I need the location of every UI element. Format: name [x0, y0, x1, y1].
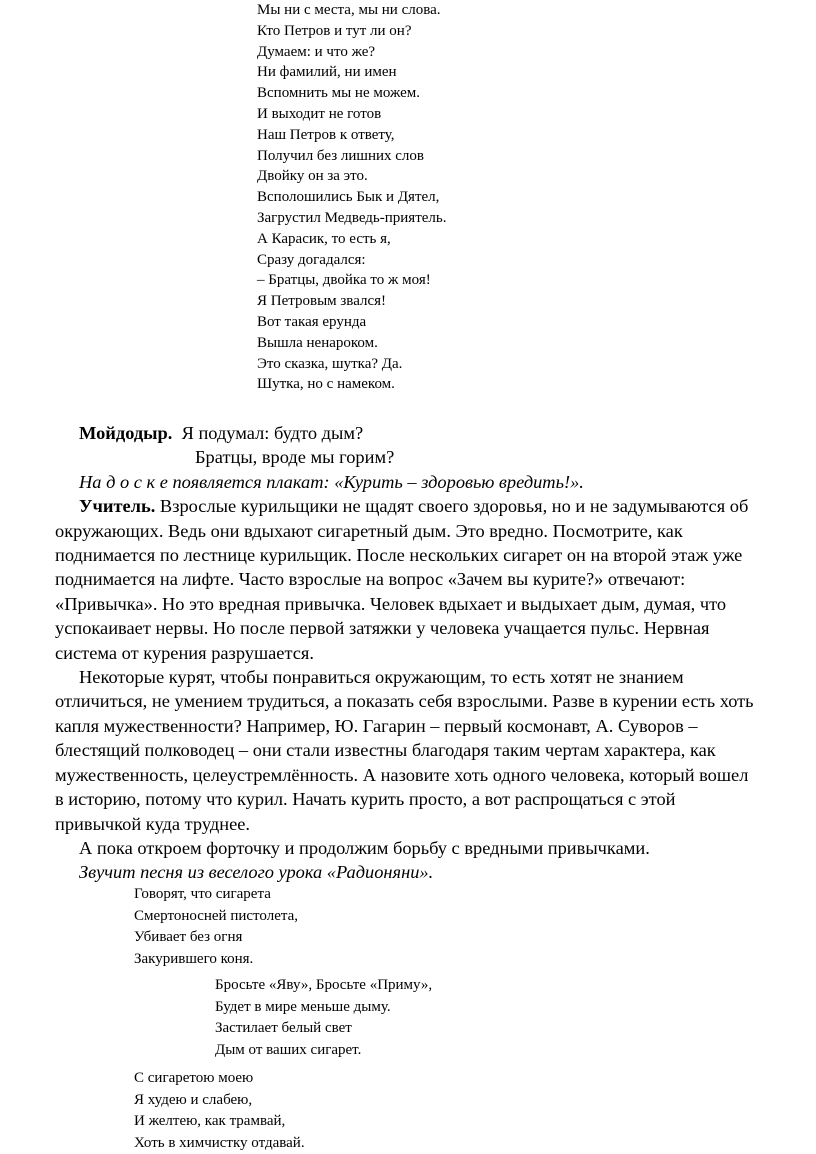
song-line: Говорят, что сигарета: [134, 886, 271, 902]
play-text: [55, 421, 760, 885]
teacher-paragraph-2: Некоторые курят, чтобы понравиться окружающим, то есть хотят не знанием отличиться, не умением трудиться, а показать себя взрослыми. Разве в курении есть хоть капля мужественности? Например, Ю. Гагарин – первый космонавт, А. Суворов – блестящий полководец – они стали известны благодаря таким чертам характера, как мужественность, целеустремлённость. А назовите хоть одного человека, который вошел в историю, потому что курил. Начать курить просто, а вот распрощаться с этой привычкой куда труднее.: [55, 667, 754, 834]
song-line: Застилает белый свет: [215, 1020, 352, 1037]
poem-line: Мы ни с места, мы ни слова.: [257, 2, 441, 18]
poem-line: Наш Петров к ответу,: [257, 126, 395, 143]
poem-line: Загрустил Медведь-приятель.: [257, 209, 447, 226]
song-line: Будет в мире меньше дыму.: [215, 998, 391, 1015]
song-stanza-3: [134, 1068, 305, 1154]
poem-line: Вышла ненароком.: [257, 334, 378, 351]
moidodyr-line2: Братцы, вроде мы горим?: [195, 447, 395, 468]
song-line: Дым от ваших сигарет.: [215, 1041, 362, 1058]
poem-line: Вот такая ерунда: [257, 313, 367, 330]
poem-line: И выходит не готов: [257, 105, 382, 122]
poem-line: Кто Петров и тут ли он?: [257, 22, 412, 39]
poem-line: Сразу догадался:: [257, 251, 366, 268]
poem-line: – Братцы, двойка то ж моя!: [257, 272, 431, 289]
stage-direction-poster: На д о с к е появляется плакат: «Курить – здоровью вредить!».: [79, 471, 584, 492]
poem-line: Получил без лишних слов: [257, 147, 424, 164]
moidodyr-line1: Я подумал: будто дым?: [181, 423, 364, 443]
song-line: И желтею, как трамвай,: [134, 1113, 286, 1130]
poem-line: Двойку он за это.: [257, 168, 368, 185]
poem-line: Всполошились Бык и Дятел,: [257, 189, 440, 206]
song-stanza-2: [215, 975, 432, 1061]
song-line: Хоть в химчистку отдавай.: [134, 1134, 305, 1151]
teacher-text-1: Взрослые курильщики не щадят своего здоровья, но и не задумываются об окружающих. Ведь они вдыхают сигаретный дым. Это вредно. Посмотрите, как поднимается по лестнице курильщик. После нескольких сигарет он на второй этаж уже поднимается на лифте. Часто взрослые на вопрос «Зачем вы курите?» отвечают: «Привычка». Но это вредная привычка. Человек вдыхает и выдыхает дым, думая, что успокаивает нервы. Но после первой затяжки у человека учащается пульс. Нервная система от курения разрушается.: [55, 496, 749, 663]
song-line: Смертоносней пистолета,: [134, 907, 298, 924]
poem-line: Вспомнить мы не можем.: [257, 85, 421, 102]
stage-direction-song: Звучит песня из веселого урока «Радионяни».: [79, 862, 434, 883]
teacher-paragraph-3: А пока откроем форточку и продолжим борьбу с вредными привычками.: [79, 837, 650, 858]
poem-line: Я Петровым звался!: [257, 293, 387, 310]
song-line: Убивает без огня: [134, 929, 243, 946]
moidodyr-line: [55, 421, 760, 445]
song-line: Закурившего коня.: [134, 950, 254, 967]
poem-line: А Карасик, то есть я,: [257, 230, 391, 247]
song-line: С сигаретою моею: [134, 1070, 254, 1086]
poem-line: Это сказка, шутка? Да.: [257, 355, 403, 372]
speaker-teacher: Учитель.: [79, 496, 156, 517]
song-line: Я худею и слабею,: [134, 1091, 253, 1108]
speaker-moidodyr: Мойдодыр.: [79, 423, 173, 443]
poem-block: [257, 0, 447, 395]
poem-line: Шутка, но с намеком.: [257, 376, 395, 393]
song-line: Бросьте «Яву», Бросьте «Приму»,: [215, 977, 433, 993]
song-stanza-1: [134, 884, 298, 970]
teacher-paragraph-1: [55, 494, 760, 665]
poem-line: Ни фамилий, ни имен: [257, 64, 397, 81]
poem-line: Думаем: и что же?: [257, 43, 376, 60]
